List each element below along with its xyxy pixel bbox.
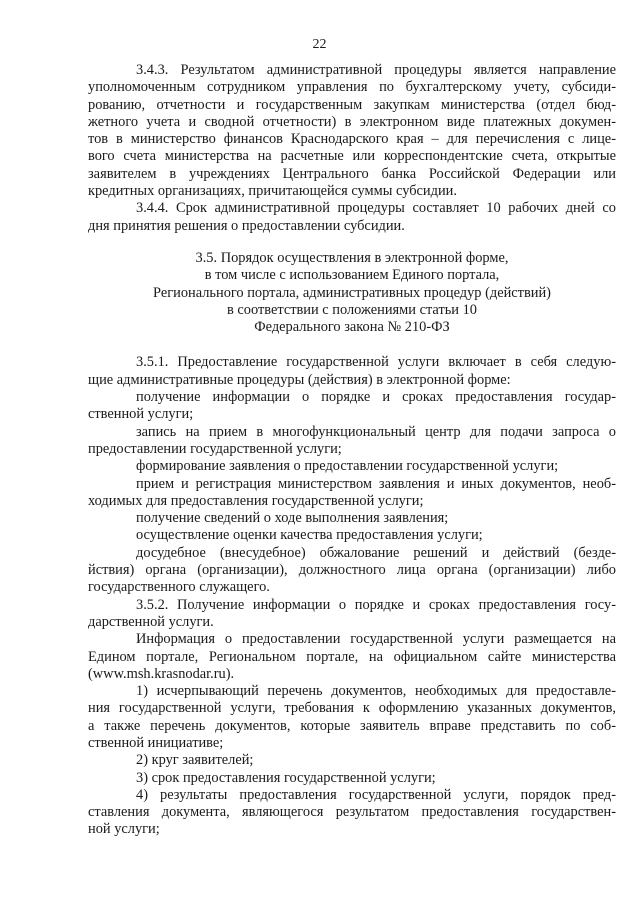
paragraph-line: заявителем в учреждениях Центрального банка Российской Федерации или <box>88 165 616 182</box>
paragraph-line: вого счета министерства на расчетные или корреспондентские счета, открытые <box>88 148 616 165</box>
paragraph-line: жетного учета и сводной отчетности) в электронном виде платежных докумен- <box>88 113 616 130</box>
paragraph-line: государственного служащего. <box>88 579 270 596</box>
paragraph-line: рованию, отчетности и государственным закупкам министерства (отдел бюд- <box>88 96 616 113</box>
paragraph-line: ственной инициативе; <box>88 734 224 751</box>
paragraph-line: 4) результаты предоставления государственной услуги, порядок пред- <box>136 786 616 803</box>
paragraph-line: 3.5.1. Предоставление государственной услуги включает в себя следую- <box>136 354 616 371</box>
paragraph-3-4-3 <box>88 62 616 200</box>
paragraph-line: дарственной услуги. <box>88 613 214 630</box>
heading-line: в соответствии с положениями статьи 10 <box>227 301 477 318</box>
paragraph-line: Информация о предоставлении государственной услуги размещается на <box>136 631 616 648</box>
paragraph-line: щие административные процедуры (действия) в электронной форме: <box>88 371 511 388</box>
paragraph-line: 3.4.4. Срок административной процедуры составляет 10 рабочих дней со <box>136 200 616 217</box>
paragraph-line: кредитных организациях, причитающейся суммы субсидии. <box>88 183 457 200</box>
paragraph-line: а также перечень документов, которые заявитель вправе представить по соб- <box>88 717 616 734</box>
paragraph-line: получение сведений о ходе выполнения заявления; <box>136 510 449 527</box>
heading-line: Федерального закона № 210-ФЗ <box>254 319 450 336</box>
paragraph-line: 3.4.3. Результатом административной процедуры является направление <box>136 62 616 78</box>
paragraph-line: формирование заявления о предоставлении государственной услуги; <box>136 458 559 475</box>
paragraph-line: 3.5.2. Получение информации о порядке и сроках предоставления госу- <box>136 596 616 613</box>
paragraph-line: йствия) органа (организации), должностного лица органа (организации) либо <box>88 562 616 579</box>
heading-line: 3.5. Порядок осуществления в электронной форме, <box>195 249 509 266</box>
paragraph-line: (www.msh.krasnodar.ru). <box>88 665 235 682</box>
paragraph-line: 3) срок предоставления государственной услуги; <box>136 769 436 786</box>
section-heading-3-5 <box>88 250 616 336</box>
paragraph-line: Едином портале, Региональном портале, на официальном сайте министерства <box>88 648 616 665</box>
paragraph-line: прием и регистрация министерством заявления и иных документов, необ- <box>136 475 616 492</box>
paragraph-3-5-1 <box>88 354 616 596</box>
heading-line: в том числе с использованием Единого портала, <box>204 267 500 284</box>
paragraph-line: ной услуги; <box>88 821 160 838</box>
paragraph-line: 1) исчерпывающий перечень документов, необходимых для предоставле- <box>136 683 616 700</box>
paragraph-line: ставления документа, являющегося результатом предоставления государствен- <box>88 804 616 821</box>
paragraph-line: запись на прием в многофункциональный центр для подачи запроса о <box>136 423 616 440</box>
paragraph-line: осуществление оценки качества предоставления услуги; <box>136 527 483 544</box>
paragraph-line: ходимых для предоставления государственной услуги; <box>88 492 424 509</box>
paragraph-line: дня принятия решения о предоставлении субсидии. <box>88 217 405 234</box>
paragraph-line: получение информации о порядке и сроках предоставления государ- <box>136 389 616 406</box>
paragraph-3-5-2 <box>88 597 616 839</box>
paragraph-line: уполномоченным сотрудником управления по бухгалтерскому учету, субсиди- <box>88 79 616 96</box>
document-body <box>88 62 616 839</box>
paragraph-line: предоставлении государственной услуги; <box>88 440 342 457</box>
paragraph-3-4-4 <box>88 200 616 235</box>
paragraph-line: тов в министерство финансов Краснодарского края – для перечисления с лице- <box>88 131 616 148</box>
paragraph-line: досудебное (внесудебное) обжалование решений и действий (безде- <box>136 544 616 561</box>
paragraph-line: ния государственной услуги, требования к оформлению указанных документов, <box>88 700 616 717</box>
heading-line: Регионального портала, административных процедур (действий) <box>153 284 551 301</box>
page-number: 22 <box>312 37 327 52</box>
paragraph-line: 2) круг заявителей; <box>136 752 254 769</box>
paragraph-line: ственной услуги; <box>88 406 194 423</box>
